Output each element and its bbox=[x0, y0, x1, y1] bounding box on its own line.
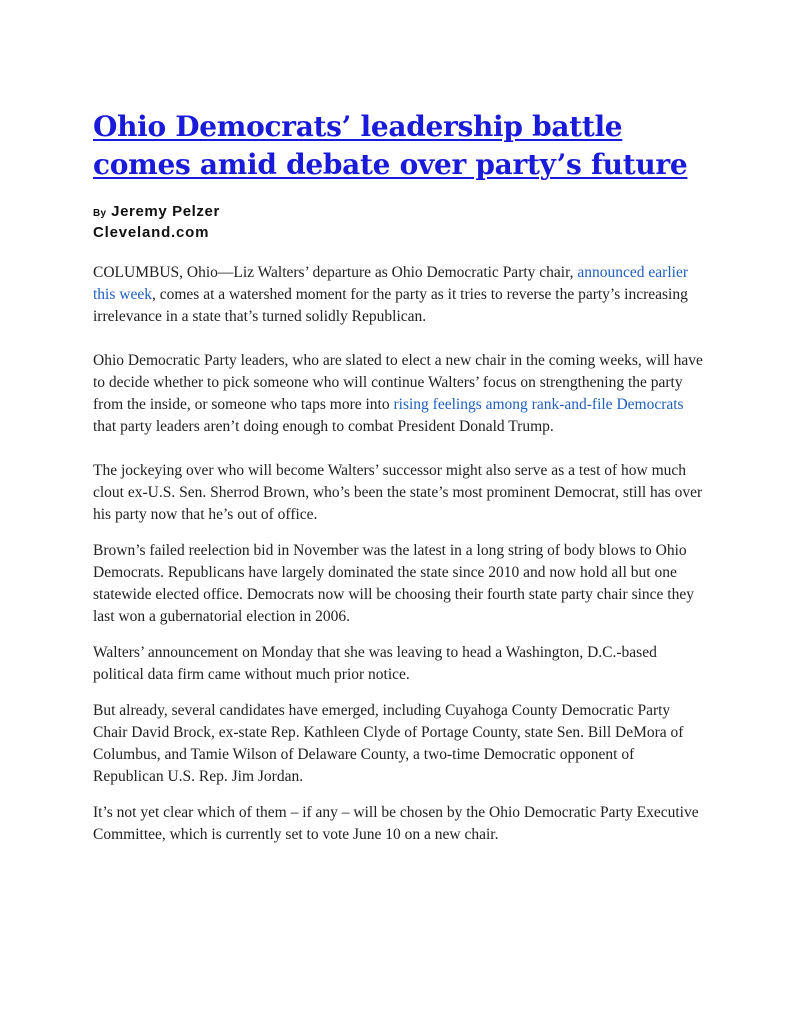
article-headline bbox=[93, 108, 703, 184]
byline bbox=[93, 202, 703, 242]
announced-earlier-link[interactable]: announced earlier this week bbox=[93, 264, 688, 303]
author-name: Jeremy Pelzer bbox=[111, 203, 220, 220]
paragraph-3: The jockeying over who will become Walters’ successor might also serve as a test of how much clout ex-U.S. Sen. Sherrod Brown, who’s been the state’s most prominent Democrat, still has over his party now that he’s out of office. bbox=[93, 462, 703, 523]
byline-prefix: By bbox=[93, 208, 107, 219]
paragraph-7: It’s not yet clear which of them – if any – will be chosen by the Ohio Democratic Party Executive Committee, which is currently set to vote June 10 on a new chair. bbox=[93, 804, 699, 843]
headline-link[interactable]: Ohio Democrats’ leadership battle comes amid debate over party’s future bbox=[93, 110, 688, 181]
rising-feelings-link[interactable]: rising feelings among rank-and-file Democrats bbox=[393, 396, 684, 413]
paragraph-6: But already, several candidates have emerged, including Cuyahoga County Democratic Party Chair David Brock, ex-state Rep. Kathleen Clyde of Portage County, state Sen. Bill DeMora of Columbus, and Tamie Wilson of Delaware County, a two-time Democratic opponent of Republican U.S. Rep. Jim Jordan. bbox=[93, 702, 684, 785]
paragraph-2: Ohio Democratic Party leaders, who are slated to elect a new chair in the coming weeks, will have to decide whether to pick someone who will continue Walters’ focus on strengthening the party from the inside, or someone who taps more into rising feelings among rank-and-file Democrats that party leaders aren’t doing enough to combat President Donald Trump. bbox=[93, 352, 703, 435]
byline-author-row bbox=[93, 202, 703, 224]
article-body bbox=[93, 262, 703, 846]
paragraph-4: Brown’s failed reelection bid in November was the latest in a long string of body blows to Ohio Democrats. Republicans have largely dominated the state since 2010 and now hold all but one statewide elected office. Democrats now will be choosing their fourth state party chair since they last won a gubernatorial election in 2006. bbox=[93, 542, 694, 625]
paragraph-1: COLUMBUS, Ohio—Liz Walters’ departure as Ohio Democratic Party chair, announced earlier this week, comes at a watershed moment for the party as it tries to reverse the party’s increasing irrelevance in a state that’s turned solidly Republican. bbox=[93, 264, 688, 325]
paragraph-5: Walters’ announcement on Monday that she was leaving to head a Washington, D.C.-based political data firm came without much prior notice. bbox=[93, 644, 657, 683]
article bbox=[93, 108, 703, 860]
outlet-name: Cleveland.com bbox=[93, 224, 210, 241]
